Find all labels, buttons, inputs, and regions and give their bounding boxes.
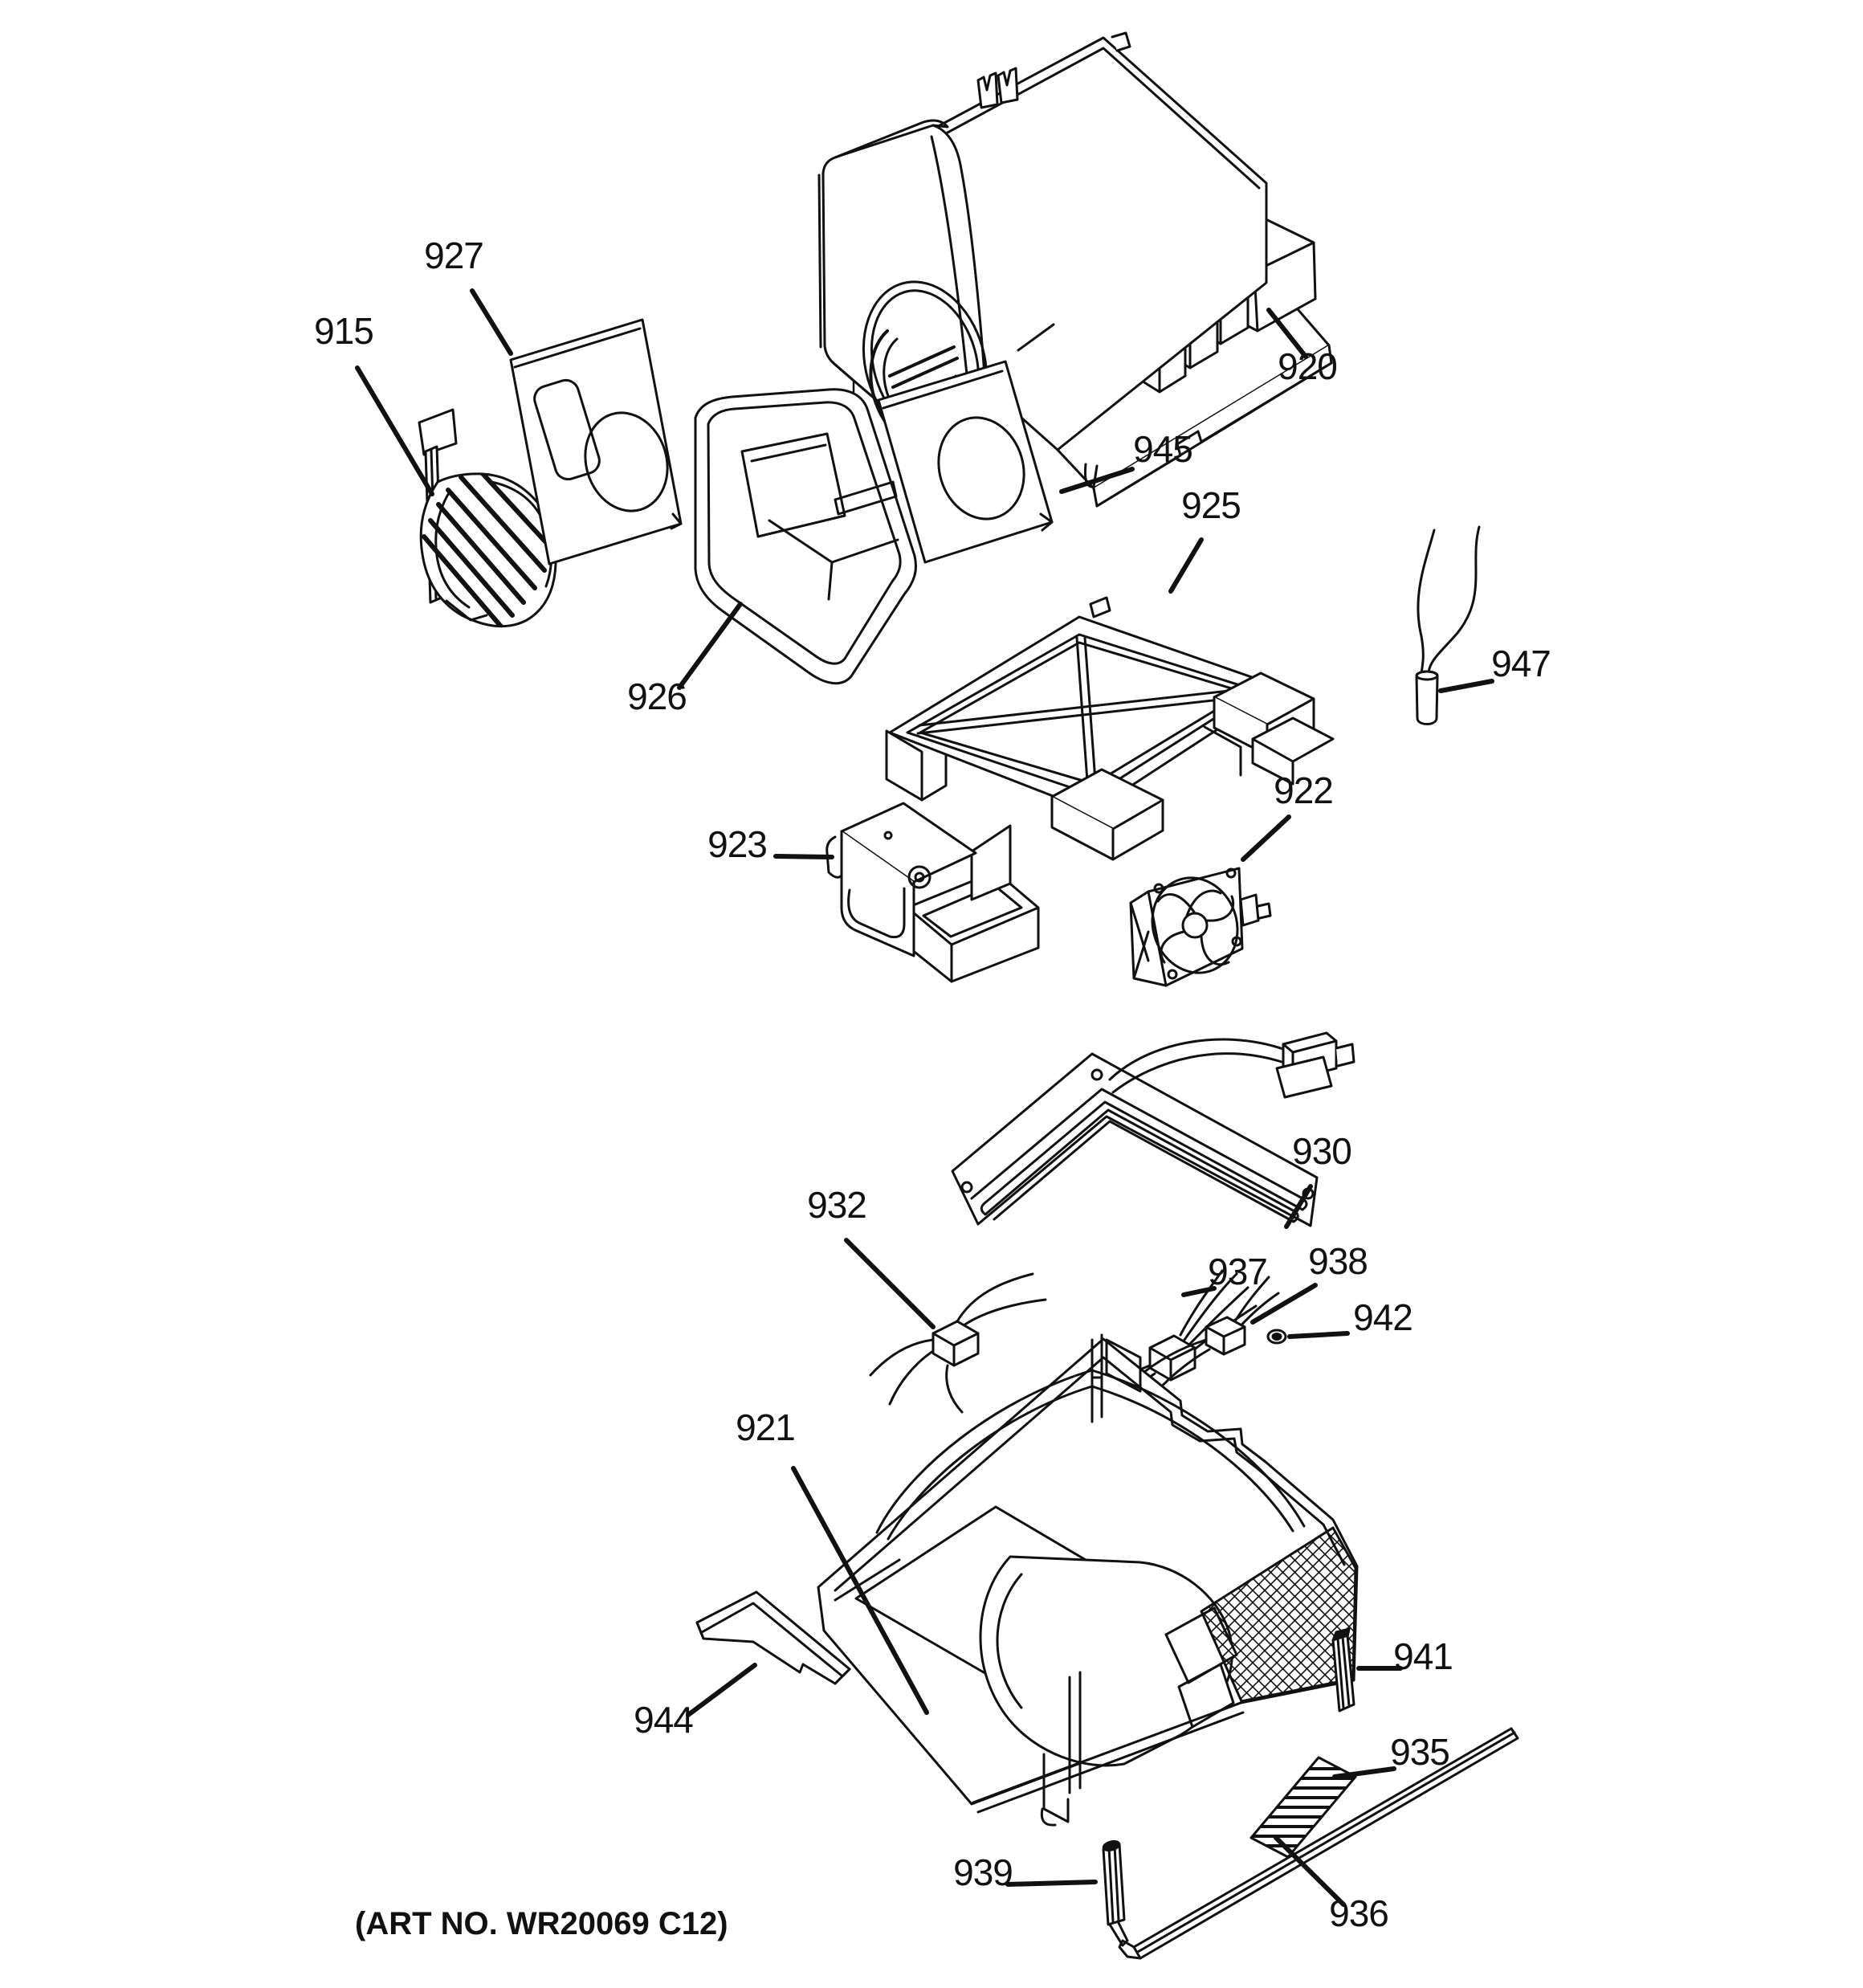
- part-leader-947: [1441, 681, 1492, 691]
- part-label-921: 921: [736, 1406, 795, 1448]
- part-label-923: 923: [707, 823, 767, 865]
- part-label-936: 936: [1329, 1892, 1388, 1934]
- part-leader-926: [679, 604, 740, 688]
- part-921-ice-bin: [818, 1335, 1357, 1825]
- part-label-926: 926: [627, 676, 687, 717]
- part-938-wire-connector: [1136, 1277, 1278, 1399]
- part-923-control-module: [827, 803, 1038, 982]
- part-label-927: 927: [424, 235, 483, 276]
- part-label-935: 935: [1390, 1731, 1449, 1773]
- part-932-wire-connector: [870, 1274, 1046, 1412]
- part-939-seal-strip: [1103, 1840, 1127, 1945]
- part-label-939: 939: [953, 1851, 1013, 1893]
- part-925-support-tray: [887, 598, 1333, 859]
- part-label-944: 944: [634, 1699, 693, 1741]
- part-label-930: 930: [1292, 1130, 1351, 1172]
- part-leader-923: [776, 856, 832, 857]
- part-942-grommet: [1268, 1330, 1286, 1343]
- part-922-cooling-fan: [1131, 866, 1270, 986]
- part-label-947: 947: [1491, 643, 1551, 684]
- part-label-942: 942: [1353, 1296, 1413, 1338]
- part-label-925: 925: [1181, 484, 1241, 526]
- part-930-heater-plate: [952, 1033, 1354, 1226]
- part-leader-927: [472, 291, 511, 353]
- part-leader-922: [1243, 817, 1289, 859]
- part-935-vent-grille: [1237, 1757, 1365, 1857]
- part-leader-942: [1290, 1333, 1347, 1337]
- part-leader-925: [1171, 540, 1201, 591]
- part-label-937: 937: [1208, 1251, 1267, 1292]
- part-label-920: 920: [1278, 345, 1337, 387]
- part-label-932: 932: [807, 1184, 866, 1226]
- part-label-945: 945: [1133, 428, 1192, 470]
- part-leader-944: [688, 1665, 755, 1715]
- part-926-air-duct-housing: [695, 390, 915, 684]
- part-label-915: 915: [314, 310, 373, 352]
- part-leader-932: [846, 1240, 933, 1327]
- part-947-thermistor-probe: [1417, 527, 1479, 725]
- part-leader-939: [1008, 1882, 1095, 1884]
- part-label-941: 941: [1393, 1635, 1453, 1677]
- part-label-922: 922: [1274, 769, 1333, 811]
- art-number: (ART NO. WR20069 C12): [355, 1906, 728, 1941]
- part-label-938: 938: [1308, 1240, 1368, 1282]
- part-920-ice-maker-assembly: [819, 33, 1331, 558]
